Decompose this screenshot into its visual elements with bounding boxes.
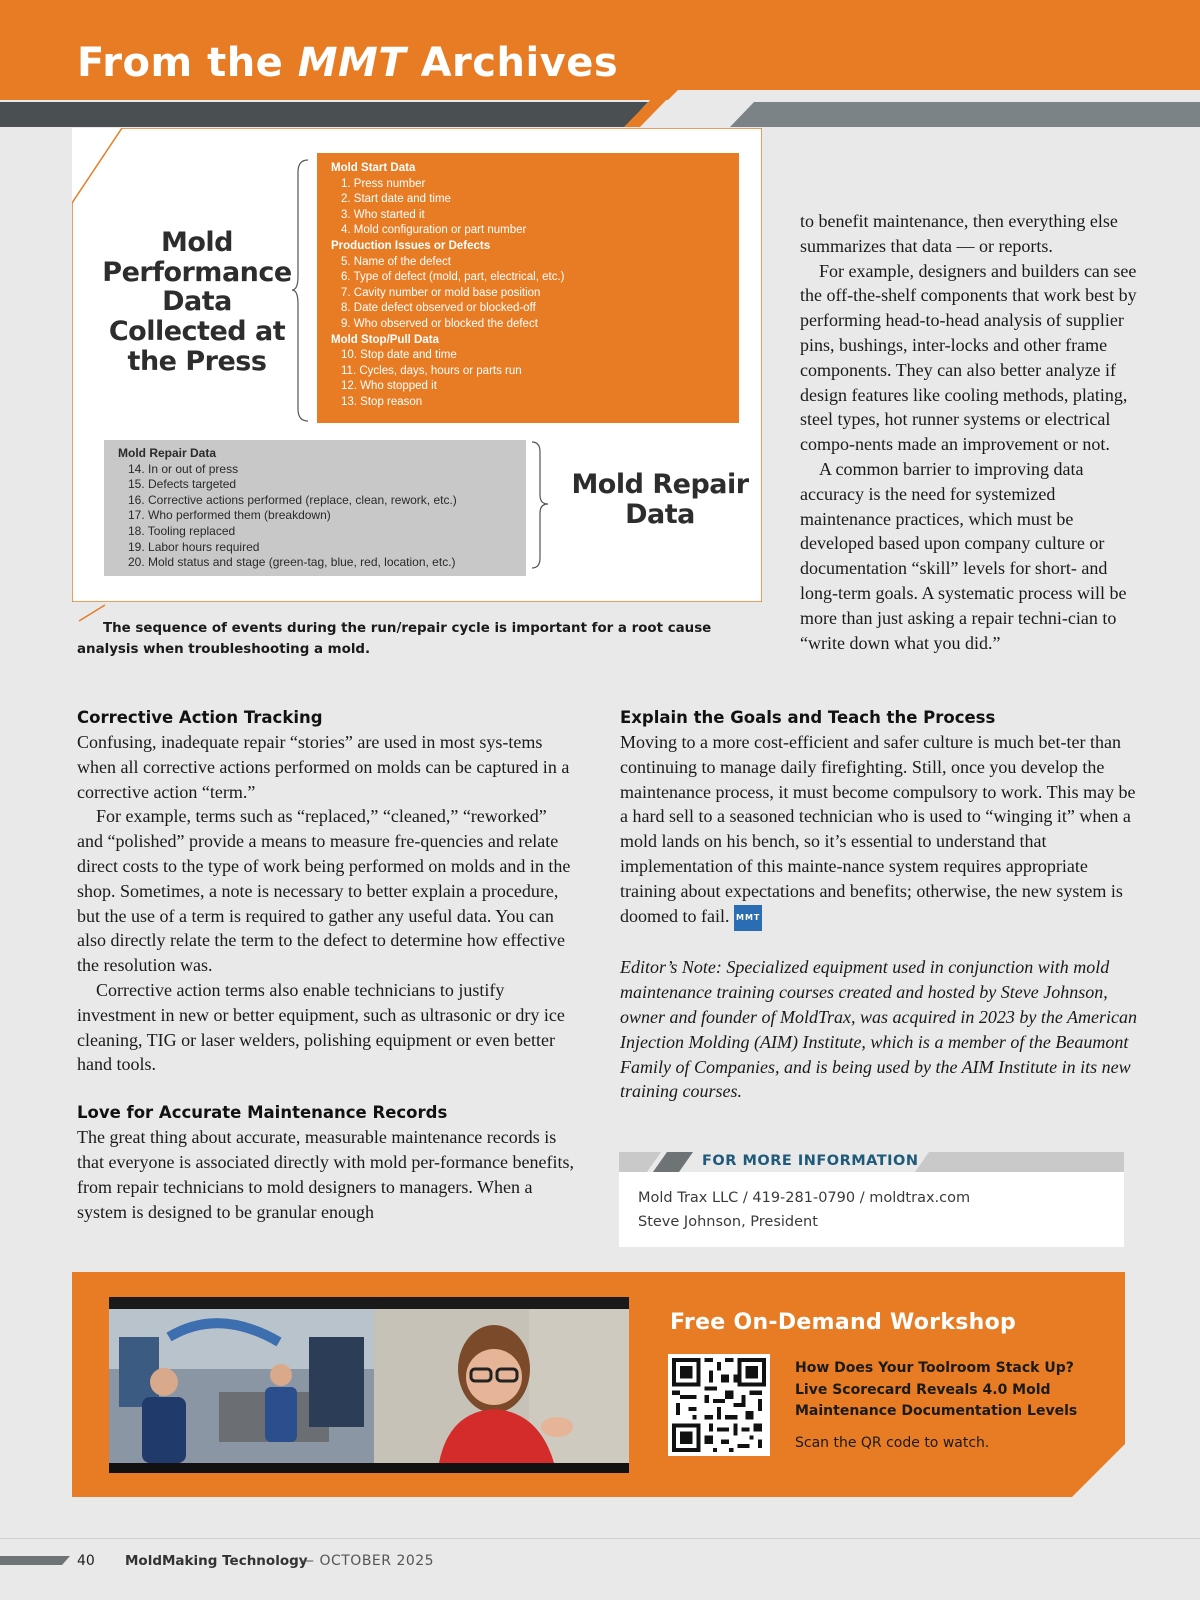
qr-code[interactable]: [668, 1354, 770, 1456]
company-contact: Mold Trax LLC / 419-281-0790 / moldtrax.com: [638, 1190, 971, 1206]
figure-caption: The sequence of events during the run/repair cycle is important for a root cause analysis when troubleshooting a mold.: [77, 621, 712, 657]
workshop-description: How Does Your Toolroom Stack Up? Live Scorecard Reveals 4.0 Mold Maintenance Documentation Levels: [795, 1360, 1078, 1419]
publication-name: MoldMaking Technology: [125, 1553, 308, 1569]
paragraph: The great thing about accurate, measurable maintenance records is that everyone is associated directly with mold per-formance benefits, from repair technicians to mold designers to managers. When a system is designed to be granular enough: [77, 1127, 574, 1222]
group-mold-stop: Mold Stop/Pull Data 10. Stop date and time 11. Cycles, days, hours or parts run 12. Who stopped it 13. Stop reason: [331, 333, 522, 408]
right-brace: [530, 440, 550, 570]
press-data-list: [317, 153, 739, 423]
article-column-top-right: [800, 209, 1145, 655]
subheading-maintenance-records: Love for Accurate Maintenance Records: [77, 1103, 448, 1123]
paragraph: For example, designers and builders can see the off-the-shelf components that work best by performing head-to-head analysis of supplier pins, bushings, inter-locks and other frame components. They can also better analyze if design features like cooling methods, plating, steel types, hot runner systems or electrical compo-nents made an improvement or not.: [800, 260, 1137, 455]
mold-data-figure: [72, 128, 762, 602]
mmt-end-mark: MMT: [734, 905, 762, 932]
workshop-promo[interactable]: [72, 1272, 1125, 1497]
group-production-issues: Production Issues or Defects 5. Name of the defect 6. Type of defect (mold, part, electrical, etc.) 7. Cavity number or mold base position 8. Date defect observed or blocked-off 9. Who observed or blocked the defect: [331, 239, 565, 330]
left-brace: [292, 158, 312, 423]
workshop-title: Free On-Demand Workshop: [670, 1310, 1017, 1335]
page-number: 40: [77, 1553, 95, 1569]
footer-divider: [0, 1538, 1200, 1539]
subheading-goals: Explain the Goals and Teach the Process: [620, 708, 996, 727]
paragraph: Corrective action terms also enable technicians to justify investment in new or better equipment, such as ultrasonic or dry ice cleaning, TIG or laser welders, polishing equipment or even better hand tools.: [77, 979, 565, 1075]
page-title: From the MMT Archives: [77, 40, 619, 86]
qr-code-graphic: [668, 1354, 770, 1456]
workshop-video-thumbnail[interactable]: [109, 1297, 629, 1473]
paragraph: Moving to a more cost-efficient and safer culture is much bet-ter than continuing to manage daily firefighting. Still, once you develop the maintenance process, it must become compulsory to work. This may be a hard sell to a seasoned technician who is used to “winging it” when a mold lands on his bench, so it’s essential to understand that implementation of this mainte-nance system requires appropriate training about expectations and benefits; otherwise, the new system is doomed to fail. MMT: [620, 730, 1140, 931]
editors-note: Editor’s Note: Specialized equipment used in conjunction with mold maintenance training courses created and hosted by Steve Johnson, owner and founder of MoldTrax, was acquired in 2023 by the American Injection Molding (AIM) Institute, which is a member of the Beaumont Family of Companies, and is being used by the AIM Institute in its new training courses.: [620, 957, 1137, 1102]
issue-date: — OCTOBER 2025: [300, 1553, 435, 1569]
article-column-left: [77, 706, 577, 1224]
performance-data-label: Mold Performance Data Collected at the Press: [102, 227, 292, 377]
more-information-box: [619, 1152, 1124, 1247]
header-stripe: [0, 0, 1200, 135]
paragraph: A common barrier to improving data accuracy is the need for systemized maintenance practices, which must be developed based upon company culture or documentation “skill” levels for short- and long-term goals. A systematic process will be more than just asking a repair techni-cian to “write down what you did.”: [800, 458, 1127, 653]
footer-accent-bar: [0, 1556, 70, 1565]
repair-data-label: Mold Repair Data: [571, 469, 749, 530]
article-column-right: [620, 706, 1140, 1104]
subheading-corrective-action: Corrective Action Tracking: [77, 708, 323, 727]
video-still: [109, 1297, 629, 1473]
paragraph: Confusing, inadequate repair “stories” are used in most sys-tems when all corrective actions performed on molds can be captured in a corrective action “term.”: [77, 732, 570, 802]
paragraph: For example, terms such as “replaced,” “cleaned,” “reworked” and “polished” provide a means to measure fre-quencies and relate direct costs to the type of work being performed on molds and in the shop. Sometimes, a note is necessary to better explain a procedure, but the use of a term is required to gather any useful data. You can also directly relate the term to the defect to determine how effective the resolution was.: [77, 806, 571, 976]
info-box-title: FOR MORE INFORMATION: [702, 1153, 919, 1169]
repair-data-list: Mold Repair Data 14. In or out of press 15. Defects targeted 16. Corrective actions performed (replace, clean, rework, etc.) 17. Who performed them (breakdown) 18. Tooling replaced 19. Labor hours required 20. Mold status and stage (green-tag, blue, red, location, etc.): [104, 440, 526, 576]
group-mold-start: Mold Start Data 1. Press number 2. Start date and time 3. Who started it 4. Mold configuration or part number: [331, 162, 527, 237]
contact-person: Steve Johnson, President: [638, 1214, 818, 1230]
paragraph: to benefit maintenance, then everything else summarizes that data — or reports.: [800, 211, 1118, 256]
qr-instruction: Scan the QR code to watch.: [795, 1435, 990, 1451]
